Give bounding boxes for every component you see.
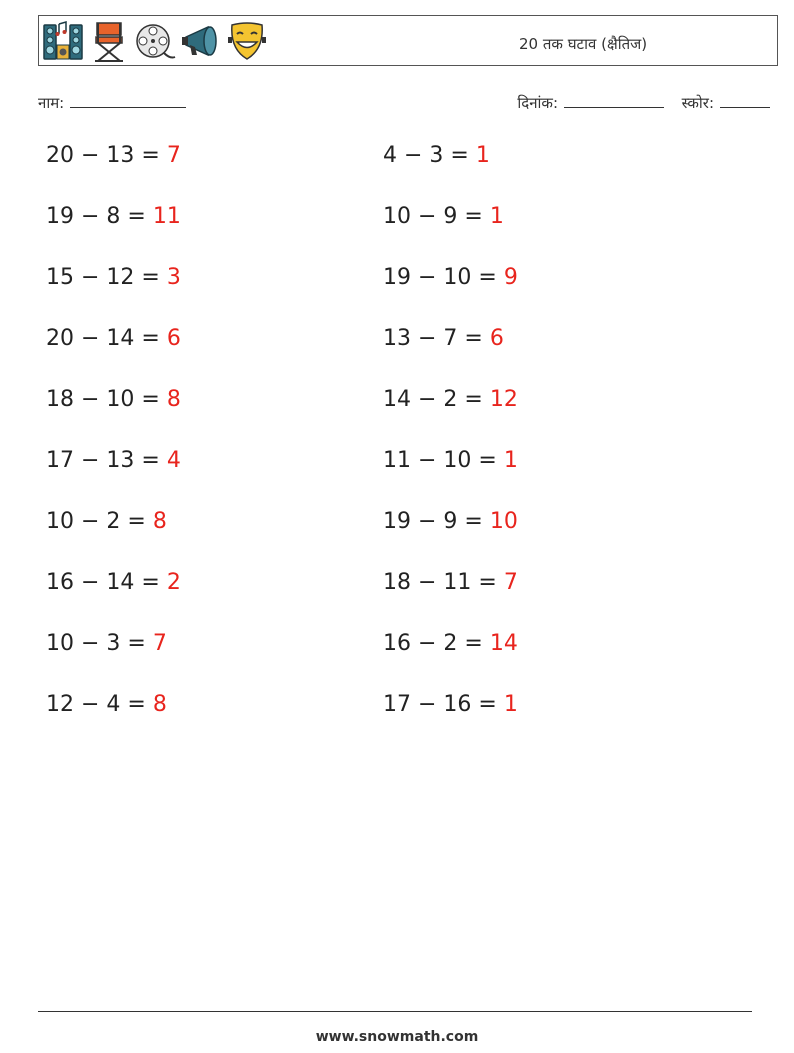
problem-answer: 6 xyxy=(166,326,181,351)
problem-question: 20 − 14 = xyxy=(46,326,167,351)
problem-question: 17 − 13 = xyxy=(46,448,167,473)
problem-question: 19 − 10 = xyxy=(383,265,504,290)
problem-question: 11 − 10 = xyxy=(383,448,504,473)
date-score-field xyxy=(517,93,770,113)
problem-answer: 8 xyxy=(166,387,181,412)
problem-left-7 xyxy=(46,509,167,549)
problem-answer: 2 xyxy=(166,570,181,595)
problem-question: 16 − 2 = xyxy=(383,631,490,656)
date-label: दिनांक: xyxy=(517,94,558,112)
problem-left-2 xyxy=(46,204,181,244)
problem-left-6 xyxy=(46,448,181,488)
problem-answer: 9 xyxy=(503,265,518,290)
problem-question: 16 − 14 = xyxy=(46,570,167,595)
name-field xyxy=(38,93,186,113)
speakers-icon xyxy=(42,19,84,63)
problem-left-1 xyxy=(46,143,181,183)
header-box xyxy=(38,15,778,66)
problem-right-2 xyxy=(383,204,504,244)
problem-question: 10 − 3 = xyxy=(46,631,153,656)
problem-answer: 6 xyxy=(489,326,504,351)
problem-answer: 8 xyxy=(152,509,167,534)
problem-right-9 xyxy=(383,631,518,671)
problem-right-8 xyxy=(383,570,518,610)
problem-answer: 1 xyxy=(475,143,490,168)
problem-left-8 xyxy=(46,570,181,610)
problem-question: 10 − 2 = xyxy=(46,509,153,534)
problem-question: 18 − 11 = xyxy=(383,570,504,595)
problem-right-5 xyxy=(383,387,518,427)
problem-right-1 xyxy=(383,143,490,183)
problem-answer: 1 xyxy=(503,448,518,473)
problem-answer: 7 xyxy=(166,143,181,168)
problem-question: 15 − 12 = xyxy=(46,265,167,290)
problem-answer: 8 xyxy=(152,692,167,717)
problem-right-3 xyxy=(383,265,518,305)
problem-answer: 7 xyxy=(152,631,167,656)
problem-left-5 xyxy=(46,387,181,427)
problem-question: 14 − 2 = xyxy=(383,387,490,412)
score-blank[interactable] xyxy=(720,93,770,108)
problem-left-4 xyxy=(46,326,181,366)
problem-question: 17 − 16 = xyxy=(383,692,504,717)
problem-question: 19 − 8 = xyxy=(46,204,153,229)
problem-answer: 7 xyxy=(503,570,518,595)
problem-question: 20 − 13 = xyxy=(46,143,167,168)
problem-question: 18 − 10 = xyxy=(46,387,167,412)
problem-question: 4 − 3 = xyxy=(383,143,476,168)
problem-question: 12 − 4 = xyxy=(46,692,153,717)
megaphone-icon xyxy=(180,19,222,63)
problem-answer: 1 xyxy=(503,692,518,717)
problem-right-6 xyxy=(383,448,518,488)
problem-answer: 1 xyxy=(489,204,504,229)
header-icons xyxy=(42,19,268,63)
worksheet-title: 20 तक घटाव (क्षैतिज) xyxy=(519,35,648,53)
problem-left-3 xyxy=(46,265,181,305)
problem-right-7 xyxy=(383,509,518,549)
problem-question: 13 − 7 = xyxy=(383,326,490,351)
theater-mask-icon xyxy=(226,19,268,63)
director-chair-icon xyxy=(88,19,130,63)
date-blank[interactable] xyxy=(564,93,664,108)
problem-answer: 11 xyxy=(152,204,181,229)
problem-answer: 14 xyxy=(489,631,518,656)
problem-answer: 12 xyxy=(489,387,518,412)
problem-right-4 xyxy=(383,326,504,366)
footer-divider xyxy=(38,1011,752,1012)
score-label: स्कोर: xyxy=(681,94,714,112)
film-reel-icon xyxy=(134,19,176,63)
problem-right-10 xyxy=(383,692,518,732)
problem-answer: 4 xyxy=(166,448,181,473)
problem-answer: 3 xyxy=(166,265,181,290)
name-blank[interactable] xyxy=(70,93,186,108)
problem-question: 10 − 9 = xyxy=(383,204,490,229)
footer-url: www.snowmath.com xyxy=(315,1029,479,1045)
problem-question: 19 − 9 = xyxy=(383,509,490,534)
problem-left-9 xyxy=(46,631,167,671)
problem-answer: 10 xyxy=(489,509,518,534)
problem-left-10 xyxy=(46,692,167,732)
name-label: नाम: xyxy=(38,94,65,112)
